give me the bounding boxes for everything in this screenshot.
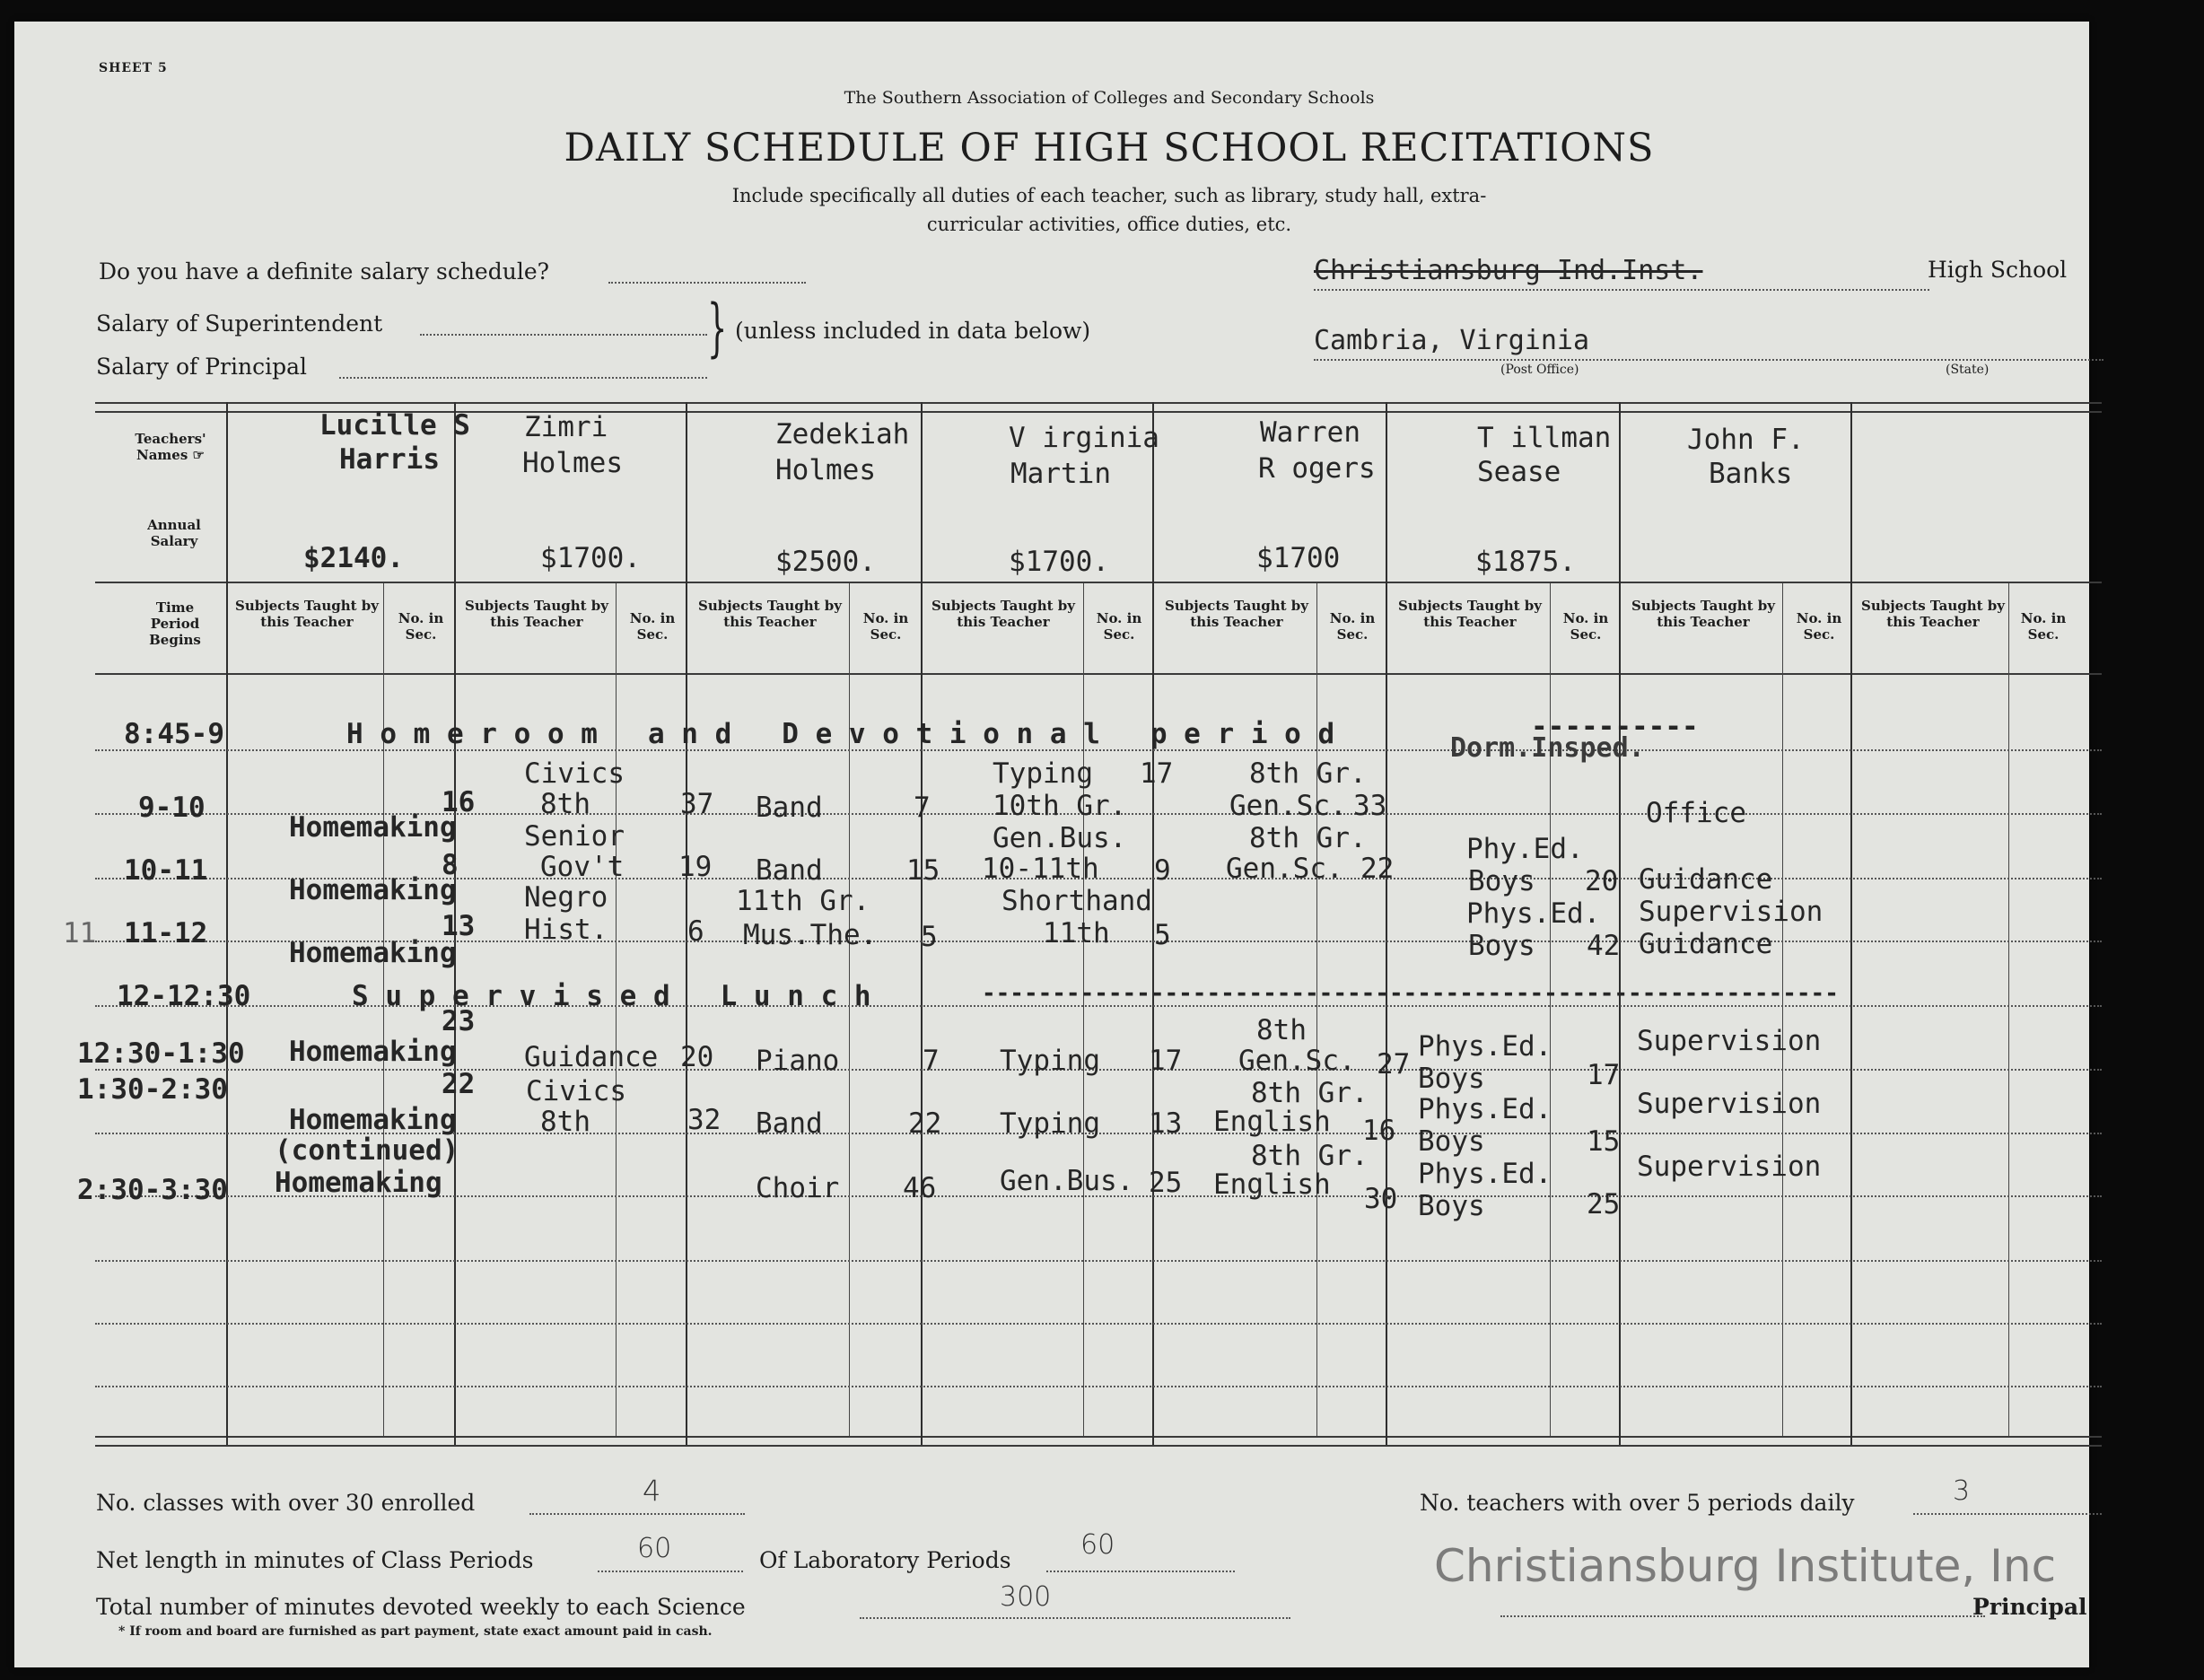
sease-subject-4a: Phys.Ed. bbox=[1418, 1093, 1552, 1125]
teacher-3-last: Holmes bbox=[775, 454, 876, 486]
sease-subject-2b: Boys bbox=[1468, 930, 1535, 962]
post-office-value: Cambria, Virginia bbox=[1314, 325, 1590, 356]
zedholmes-subject-2: Band bbox=[756, 854, 823, 887]
sec-divider-8 bbox=[2008, 583, 2009, 1436]
harris-sec-5: 22 bbox=[442, 1068, 476, 1100]
no-in-sec-header: No. in Sec. bbox=[1096, 610, 1142, 643]
no-in-sec-header: No. in Sec. bbox=[862, 610, 909, 643]
teacher-2-salary: $1700. bbox=[540, 542, 641, 574]
time-row-8: 2:30-3:30 bbox=[77, 1174, 228, 1206]
total-minutes-line bbox=[860, 1617, 1290, 1619]
homeroom-period: H o m e r o o m a n d D e v o t i o n a l p e r i o d bbox=[346, 718, 1335, 750]
sheet-label: SHEET 5 bbox=[99, 61, 168, 75]
zholmes-subject-2a: Senior bbox=[524, 820, 625, 853]
dorm-inspection: Dorm.Insped. bbox=[1450, 732, 1645, 764]
school-name: Christiansburg Ind.Inst. bbox=[1314, 255, 1703, 286]
zholmes-subject-3b: Hist. bbox=[524, 914, 608, 946]
time-row-5: 12-12:30 bbox=[117, 980, 251, 1012]
net-length-line bbox=[598, 1571, 743, 1572]
table-bottom-border-2 bbox=[95, 1445, 2102, 1447]
teacher-7-last: Banks bbox=[1709, 458, 1793, 490]
unless-note: (unless included in data below) bbox=[735, 318, 1091, 344]
teacher-5-last: R ogers bbox=[1258, 452, 1376, 485]
post-office-line bbox=[1314, 359, 2103, 361]
teachers-over-5-line bbox=[1913, 1513, 2102, 1515]
rogers-subject-4b: English bbox=[1213, 1106, 1331, 1138]
no-in-sec-header: No. in Sec. bbox=[2020, 610, 2067, 643]
zedholmes-subject-6: Choir bbox=[756, 1172, 840, 1204]
martin-sec-6: 25 bbox=[1149, 1167, 1183, 1199]
sease-subject-4b: Boys bbox=[1418, 1125, 1485, 1158]
subjects-header: Subjects Taught by this Teacher bbox=[697, 598, 843, 630]
form-sheet bbox=[14, 22, 2089, 1667]
annual-salary-label: Annual Salary bbox=[147, 517, 201, 549]
teachers-over-5-label: No. teachers with over 5 periods daily bbox=[1420, 1490, 1855, 1516]
zedholmes-sec-2: 15 bbox=[906, 854, 940, 887]
col-divider-6 bbox=[1619, 402, 1621, 1445]
time-row-2: 9-10 bbox=[138, 792, 206, 824]
salary-superintendent-line bbox=[420, 334, 707, 336]
rogers-subject-3a: 8th bbox=[1256, 1014, 1307, 1046]
zedholmes-sec-6: 46 bbox=[903, 1172, 937, 1204]
rogers-subject-2a: 8th Gr. bbox=[1249, 822, 1367, 854]
martin-subject-1b: 10th Gr. bbox=[993, 790, 1127, 822]
zedholmes-subject-5: Band bbox=[756, 1107, 823, 1140]
salary-principal-line bbox=[339, 377, 707, 379]
harris-subject-6: Homemaking bbox=[275, 1167, 442, 1199]
high-school-label: High School bbox=[1928, 257, 2068, 283]
zholmes-sec-2: 19 bbox=[678, 851, 713, 883]
classes-over-30-line bbox=[529, 1513, 745, 1515]
row-rule bbox=[95, 1260, 2102, 1262]
zholmes-sec-5: 32 bbox=[687, 1104, 722, 1136]
rogers-sec-5: 30 bbox=[1364, 1183, 1398, 1215]
martin-sec-1: 17 bbox=[1140, 757, 1174, 790]
sease-sec-3: 17 bbox=[1587, 1059, 1621, 1091]
sec-divider-4 bbox=[1083, 583, 1084, 1436]
subjects-header: Subjects Taught by this Teacher bbox=[931, 598, 1076, 630]
lunch-dashes: ------------------------------------------------------------- bbox=[982, 980, 1839, 1007]
subjects-header: Subjects Taught by this Teacher bbox=[1397, 598, 1543, 630]
rogers-subject-5b: English bbox=[1213, 1168, 1331, 1201]
zholmes-subject-1b: 8th bbox=[540, 788, 590, 820]
no-in-sec-header: No. in Sec. bbox=[398, 610, 444, 643]
banks-subject-7: Supervision bbox=[1637, 1151, 1822, 1183]
zedholmes-subject-3b: Mus.The. bbox=[743, 919, 878, 951]
rogers-subject-1a: 8th Gr. bbox=[1249, 757, 1367, 790]
banks-subject-4: Guidance bbox=[1639, 928, 1773, 960]
teacher-4-last: Martin bbox=[1010, 458, 1111, 490]
harris-sec-2: 8 bbox=[442, 849, 459, 881]
teacher-4-first: V irginia bbox=[1009, 422, 1159, 454]
time-row-7: 1:30-2:30 bbox=[77, 1073, 228, 1106]
col-divider-5 bbox=[1386, 402, 1387, 1445]
subjects-header: Subjects Taught by this Teacher bbox=[1164, 598, 1309, 630]
no-in-sec-header: No. in Sec. bbox=[1796, 610, 1842, 643]
banks-subject-6: Supervision bbox=[1637, 1088, 1822, 1120]
homeroom-dashes: ---------- bbox=[1531, 711, 1699, 743]
teacher-2-first: Zimri bbox=[524, 411, 608, 443]
time-row-6: 12:30-1:30 bbox=[77, 1037, 245, 1070]
salary-schedule-question: Do you have a definite salary schedule? bbox=[99, 258, 550, 284]
martin-subject-3a: Shorthand bbox=[1001, 885, 1152, 917]
brace-icon: } bbox=[707, 291, 728, 364]
zholmes-subject-1a: Civics bbox=[524, 757, 625, 790]
rogers-sec-4: 16 bbox=[1362, 1115, 1396, 1147]
supervised-lunch: S u p e r v i s e d L u n c h bbox=[352, 980, 871, 1012]
time-period-label: Time Period Begins bbox=[149, 599, 201, 648]
lab-periods-value: 60 bbox=[1080, 1529, 1115, 1561]
sec-divider-7 bbox=[1782, 583, 1783, 1436]
banks-subject-5: Supervision bbox=[1637, 1025, 1822, 1057]
subjects-header: Subjects Taught by this Teacher bbox=[464, 598, 609, 630]
total-minutes-label: Total number of minutes devoted weekly to each Science bbox=[96, 1594, 746, 1620]
lab-periods-line bbox=[1046, 1571, 1235, 1572]
zedholmes-subject-1: Band bbox=[756, 792, 823, 824]
martin-subject-2b: 10-11th bbox=[982, 853, 1099, 885]
teacher-3-salary: $2500. bbox=[775, 546, 876, 578]
sease-subject-3b: Boys bbox=[1418, 1063, 1485, 1095]
salary-schedule-line bbox=[608, 282, 806, 284]
harris-subject-2: Homemaking bbox=[289, 874, 457, 906]
teacher-3-first: Zedekiah bbox=[775, 418, 910, 451]
zholmes-sec-3: 6 bbox=[687, 915, 704, 948]
footnote: * If room and board are furnished as part payment, state exact amount paid in cash. bbox=[118, 1624, 713, 1639]
sease-subject-2a: Phys.Ed. bbox=[1466, 897, 1601, 930]
subjects-header: Subjects Taught by this Teacher bbox=[234, 598, 380, 630]
zholmes-subject-5a: Civics bbox=[526, 1075, 626, 1107]
teacher-7-first: John F. bbox=[1687, 424, 1805, 456]
sease-sec-2: 42 bbox=[1587, 930, 1621, 962]
sease-subject-1a: Phy.Ed. bbox=[1466, 833, 1584, 865]
rogers-subject-5a: 8th Gr. bbox=[1251, 1140, 1369, 1172]
teachers-over-5-value: 3 bbox=[1953, 1475, 1971, 1507]
martin-subject-3b: 11th bbox=[1043, 917, 1110, 949]
harris-subject-3: Homemaking bbox=[289, 937, 457, 969]
header-row-border bbox=[95, 673, 2102, 675]
col-divider-7 bbox=[1850, 402, 1852, 1445]
zedholmes-sec-1: 7 bbox=[914, 792, 931, 824]
total-minutes-value: 300 bbox=[1000, 1581, 1052, 1613]
teacher-1-salary: $2140. bbox=[303, 542, 404, 574]
sease-sec-5: 25 bbox=[1587, 1188, 1621, 1221]
time-row-4: 11-12 bbox=[124, 917, 208, 949]
zholmes-subject-3a: Negro bbox=[524, 881, 608, 914]
sease-subject-3a: Phys.Ed. bbox=[1418, 1030, 1552, 1063]
zedholmes-sec-5: 22 bbox=[908, 1107, 942, 1140]
teacher-4-salary: $1700. bbox=[1009, 546, 1109, 578]
col-divider-time bbox=[226, 402, 228, 1445]
lab-periods-label: Of Laboratory Periods bbox=[759, 1547, 1011, 1573]
state-label: (State) bbox=[1946, 363, 1990, 377]
sease-sec-4: 15 bbox=[1587, 1125, 1621, 1158]
no-in-sec-header: No. in Sec. bbox=[1329, 610, 1376, 643]
rogers-sec-1: 33 bbox=[1353, 790, 1387, 822]
zholmes-sec-1: 37 bbox=[680, 788, 714, 820]
teacher-2-last: Holmes bbox=[522, 447, 623, 479]
martin-sec-4: 17 bbox=[1149, 1045, 1183, 1077]
zholmes-sec-4: 20 bbox=[680, 1041, 714, 1073]
banks-subject-2: Guidance bbox=[1639, 863, 1773, 896]
harris-sec-4: 23 bbox=[442, 1005, 476, 1037]
harris-sec-1: 16 bbox=[442, 786, 476, 818]
principal-line bbox=[1500, 1615, 1985, 1617]
martin-subject-2a: Gen.Bus. bbox=[993, 822, 1127, 854]
instructions-line-2: curricular activities, office duties, etc. bbox=[926, 214, 1292, 235]
subjects-header: Subjects Taught by this Teacher bbox=[1860, 598, 2006, 630]
teacher-6-salary: $1875. bbox=[1475, 546, 1576, 578]
martin-sec-5: 13 bbox=[1149, 1107, 1183, 1140]
instructions-line-1: Include specifically all duties of each teacher, such as library, study hall, extra- bbox=[731, 185, 1487, 206]
martin-subject-6: Gen.Bus. bbox=[1000, 1165, 1134, 1197]
net-length-label: Net length in minutes of Class Periods bbox=[96, 1547, 534, 1573]
no-in-sec-header: No. in Sec. bbox=[629, 610, 676, 643]
teacher-6-last: Sease bbox=[1477, 456, 1561, 488]
martin-subject-4: Typing bbox=[1000, 1045, 1100, 1077]
martin-subject-1a: Typing bbox=[993, 757, 1093, 790]
sec-divider-5 bbox=[1316, 583, 1317, 1436]
school-name-line bbox=[1314, 289, 1929, 291]
harris-subject-5-continued: (continued) bbox=[275, 1134, 459, 1167]
time-row-3: 10-11 bbox=[124, 854, 208, 887]
net-length-value: 60 bbox=[637, 1533, 672, 1564]
teacher-6-first: T illman bbox=[1477, 422, 1612, 454]
classes-over-30-value: 4 bbox=[643, 1474, 661, 1508]
harris-subject-1: Homemaking bbox=[289, 811, 457, 844]
zedholmes-sec-4: 7 bbox=[923, 1045, 940, 1077]
martin-subject-5: Typing bbox=[1000, 1107, 1100, 1140]
rogers-subject-4a: 8th Gr. bbox=[1251, 1077, 1369, 1109]
classes-over-30-label: No. classes with over 30 enrolled bbox=[96, 1490, 476, 1516]
time-row-1: 8:45-9 bbox=[124, 718, 224, 750]
zholmes-subject-2b: Gov't bbox=[540, 851, 625, 883]
martin-sec-3: 5 bbox=[1154, 919, 1171, 951]
post-office-label: (Post Office) bbox=[1500, 363, 1579, 377]
harris-subject-4: Homemaking bbox=[289, 1036, 457, 1068]
banks-subject-1: Office bbox=[1646, 797, 1746, 829]
salary-superintendent-label: Salary of Superintendent bbox=[96, 311, 383, 337]
page-title: DAILY SCHEDULE OF HIGH SCHOOL RECITATIONS bbox=[564, 126, 1655, 171]
row-rule bbox=[95, 1323, 2102, 1325]
pointing-hand-icon: ☞ bbox=[192, 447, 205, 463]
zedholmes-subject-3a: 11th Gr. bbox=[736, 885, 870, 917]
association-name: The Southern Association of Colleges and Secondary Schools bbox=[844, 88, 1375, 108]
banks-subject-3: Supervision bbox=[1639, 896, 1824, 928]
harris-sec-3: 13 bbox=[442, 910, 476, 942]
rogers-subject-2b: Gen.Sc. bbox=[1226, 853, 1343, 885]
rogers-subject-3b: Gen.Sc. bbox=[1238, 1045, 1356, 1077]
subjects-header: Subjects Taught by this Teacher bbox=[1631, 598, 1776, 630]
zholmes-subject-4: Guidance bbox=[524, 1041, 659, 1073]
teacher-5-first: Warren bbox=[1260, 416, 1360, 449]
no-in-sec-header: No. in Sec. bbox=[1562, 610, 1609, 643]
rogers-subject-1b: Gen.Sc. bbox=[1229, 790, 1347, 822]
rogers-sec-3: 27 bbox=[1377, 1048, 1411, 1081]
zedholmes-sec-3: 5 bbox=[921, 921, 938, 953]
margin-mark: 11 bbox=[63, 917, 97, 949]
table-bottom-border bbox=[95, 1436, 2102, 1438]
zholmes-subject-5b: 8th bbox=[540, 1106, 590, 1138]
row-rule bbox=[95, 1386, 2102, 1387]
sease-subject-1b: Boys bbox=[1468, 865, 1535, 897]
salary-principal-label: Salary of Principal bbox=[96, 354, 307, 380]
salary-row-border bbox=[95, 582, 2102, 583]
watermark: Christiansburg Institute, Inc bbox=[1434, 1540, 2057, 1592]
table-top-border bbox=[95, 402, 2102, 404]
harris-subject-5: Homemaking bbox=[289, 1104, 457, 1136]
sease-subject-5b: Boys bbox=[1418, 1190, 1485, 1222]
principal-label: Principal bbox=[1972, 1594, 2087, 1620]
sease-subject-5a: Phys.Ed. bbox=[1418, 1158, 1552, 1190]
teacher-1-first: Lucille S bbox=[319, 409, 470, 442]
sease-sec-1: 20 bbox=[1585, 865, 1619, 897]
teacher-5-salary: $1700 bbox=[1256, 542, 1341, 574]
teachers-names-label: Teachers' Names ☞ bbox=[135, 431, 206, 463]
teacher-1-last: Harris bbox=[339, 443, 440, 476]
martin-sec-2: 9 bbox=[1154, 854, 1171, 887]
rogers-sec-2: 22 bbox=[1360, 853, 1395, 885]
zedholmes-subject-4: Piano bbox=[756, 1045, 840, 1077]
